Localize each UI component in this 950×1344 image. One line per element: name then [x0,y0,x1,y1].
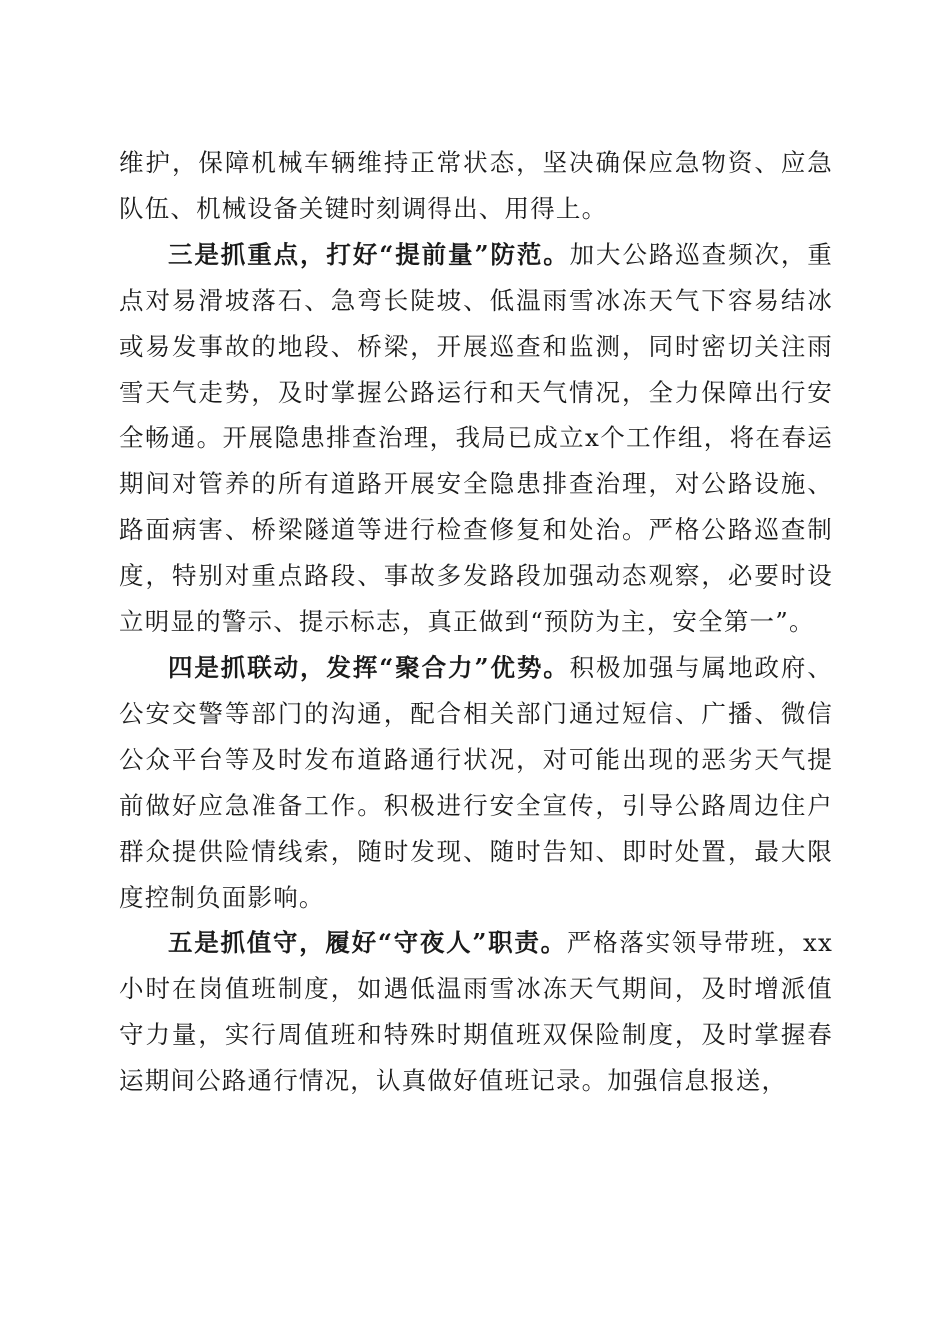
paragraph-key-focus [119,232,833,645]
paragraph-linkage [119,645,833,920]
paragraph-lead: 五是抓值守，履好“守夜人”职责。 [168,928,567,958]
paragraph-lead: 三是抓重点，打好“提前量”防范。 [168,239,570,269]
paragraph-text: 加大公路巡查频次，重点对易滑坡落石、急弯长陡坡、低温雨雪冰冻天气下容易结冰或易发事故的地段、桥梁，开展巡查和监测，同时密切关注雨雪天气走势，及时掌握公路运行和天气情况，全力保障出行安全畅通。开展隐患排查治理，我局已成立x个工作组，将在春运期间对管养的所有道路开展安全隐患排查治理，对公路设施、路面病害、桥梁隧道等进行检查修复和处治。严格公路巡查制度，特别对重点路段、事故多发路段加强动态观察，必要时设立明显的警示、提示标志，真正做到“预防为主，安全第一”。 [119,239,833,637]
paragraph-text: 维护，保障机械车辆维持正常状态，坚决确保应急物资、应急队伍、机械设备关键时刻调得出、用得上。 [119,148,833,223]
paragraph-lead: 四是抓联动，发挥“聚合力”优势。 [168,652,570,682]
paragraph-continuation [119,140,833,232]
paragraph-duty [119,920,833,1104]
document-body [119,140,833,1104]
paragraph-text: 严格落实领导带班，xx小时在岗值班制度，如遇低温雨雪冰冻天气期间，及时增派值守力量，实行周值班和特殊时期值班双保险制度，及时掌握春运期间公路通行情况，认真做好值班记录。加强信息报送， [119,928,833,1096]
paragraph-text: 积极加强与属地政府、公安交警等部门的沟通，配合相关部门通过短信、广播、微信公众平台等及时发布道路通行状况，对可能出现的恶劣天气提前做好应急准备工作。积极进行安全宣传，引导公路周边住户群众提供险情线索，随时发现、随时告知、即时处置，最大限度控制负面影响。 [119,652,833,912]
